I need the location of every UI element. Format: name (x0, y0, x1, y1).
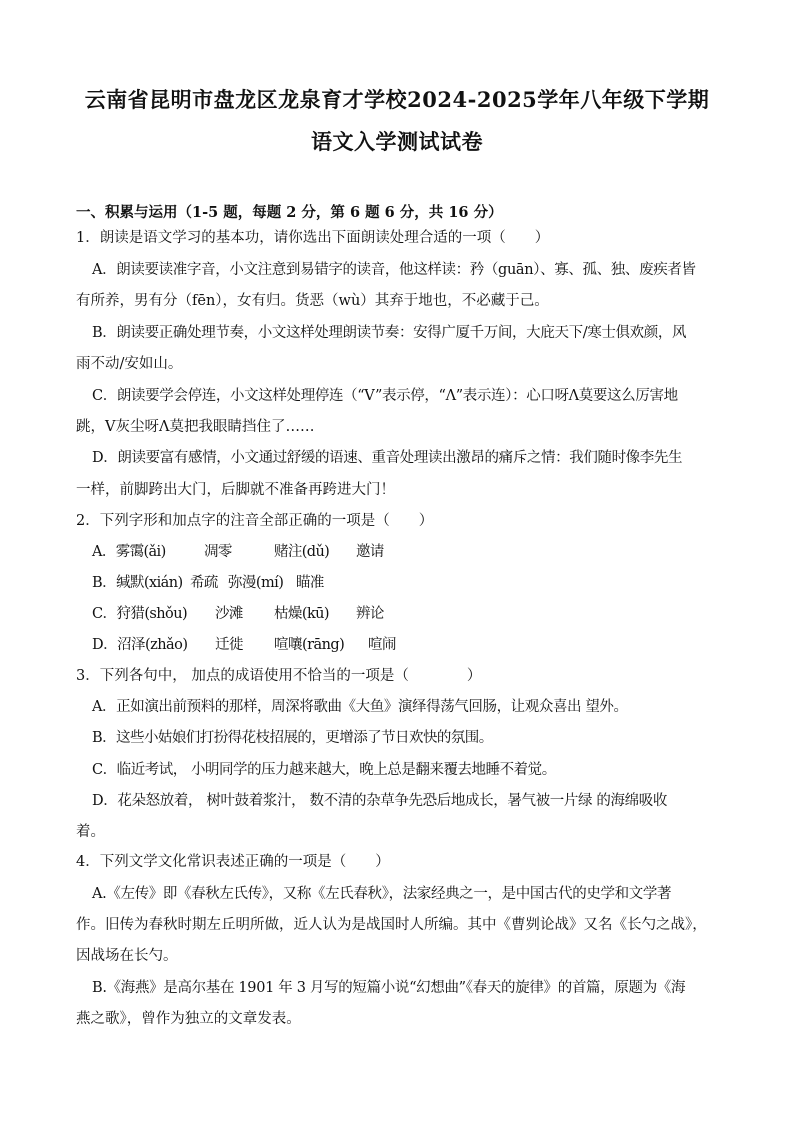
question-2-option-a (92, 542, 732, 562)
question-3-option-c: C．临近考试， 小明同学的压力越来越大，晚上总是翻来覆去地睡不着觉。 (92, 762, 556, 778)
question-1-option-c: C．朗读要学会停连，小文这样处理停连（“V”表示停，“Λ”表示连）：心口呀Λ莫要这么厉害地 (92, 388, 678, 404)
option-word: 赌注(dǔ) (274, 544, 330, 560)
question-1-option-a-cont: 有所养，男有分（fēn），女有归。货恶（wù）其弃于地也，不必藏于己。 (76, 293, 549, 309)
option-word: 沙滩 (215, 606, 243, 622)
question-4-option-b-cont: 燕之歌》，曾作为独立的文章发表。 (76, 1011, 301, 1027)
option-word: 辨论 (356, 606, 384, 622)
option-word: 凋零 (204, 544, 232, 560)
question-1-option-a: A．朗读要读准字音，小文注意到易错字的读音，他这样读：矜（guān）、寡、孤、独、废疾者皆 (92, 262, 696, 278)
option-word: A．雾霭(ǎi) (92, 544, 166, 560)
question-4-option-a: A.《左传》即《春秋左氏传》，又称《左氏春秋》，法家经典之一，是中国古代的史学和文学著 (92, 886, 672, 902)
question-1-option-d: D．朗读要富有感情，小文通过舒缓的语速、重音处理读出激昂的痛斥之情：我们随时像李先生 (92, 450, 683, 466)
exam-title-line2: 语文入学测试试卷 (311, 129, 483, 154)
option-word: 邀请 (356, 544, 384, 560)
question-4-option-a-cont: 作。旧传为春秋时期左丘明所做，近人认为是战国时人所编。其中《曹刿论战》又名《长勺之战》， (76, 917, 707, 933)
question-1-option-b-cont: 雨不动/安如山。 (76, 356, 183, 372)
question-4-option-b: B.《海燕》是高尔基在 1901 年 3 月写的短篇小说“幻想曲”《春天的旋律》的首篇，原题为《海 (92, 980, 686, 996)
option-word: 瞄准 (296, 575, 324, 591)
exam-title-line1: 云南省昆明市盘龙区龙泉育才学校2024-2025学年八年级下学期 (84, 87, 710, 112)
question-1-option-c-cont: 跳，V灰尘呀Λ莫把我眼睛挡住了…… (76, 419, 315, 435)
option-word: C．狩猎(shǒu) (92, 606, 188, 622)
question-1-option-b: B．朗读要正确处理节奏，小文这样处理朗读节奏：安得广厦千万间，大庇天下/寒士俱欢颜，风 (92, 325, 687, 341)
option-word: D．沼泽(zhǎo) (92, 637, 188, 653)
question-2-stem: 2．下列字形和加点字的注音全部正确的一项是（ ） (76, 513, 434, 529)
question-1-option-d-cont: 一样，前脚跨出大门，后脚就不准备再跨进大门！ (76, 482, 395, 498)
option-word: 喧嚷(rāng) (274, 637, 345, 653)
option-word: 弥漫(mí) (228, 575, 284, 591)
question-3-option-a: A．正如演出前预料的那样，周深将歌曲《大鱼》演绎得荡气回肠，让观众喜出 望外。 (92, 699, 628, 715)
question-2-option-d (92, 635, 732, 655)
question-3-option-d-cont: 着。 (76, 824, 105, 840)
question-4-option-a-cont2: 因战场在长勺。 (76, 948, 178, 964)
option-word: 枯燥(kū) (274, 606, 330, 622)
option-word: 希疏 (190, 575, 218, 591)
question-3-option-b: B．这些小姑娘们打扮得花枝招展的，更增添了节日欢快的氛围。 (92, 730, 493, 746)
option-word: 迁徙 (215, 637, 243, 653)
option-word: 喧闹 (368, 637, 396, 653)
question-2-option-c (92, 604, 732, 624)
question-2-option-b (92, 573, 732, 593)
question-3-stem: 3．下列各句中， 加点的成语使用不恰当的一项是（ ） (76, 668, 482, 684)
option-word: B．缄默(xián) (92, 575, 183, 591)
question-4-stem: 4．下列文学文化常识表述正确的一项是（ ） (76, 854, 390, 870)
section-heading: 一、积累与运用（1-5 题，每题 2 分，第 6 题 6 分，共 16 分） (76, 204, 503, 221)
question-1-stem: 1．朗读是语文学习的基本功，请你选出下面朗读处理合适的一项（ ） (76, 230, 550, 246)
question-3-option-d: D．花朵怒放着， 树叶鼓着浆汁， 数不清的杂草争先恐后地成长，暑气被一片绿 的海绵吸收 (92, 793, 668, 809)
